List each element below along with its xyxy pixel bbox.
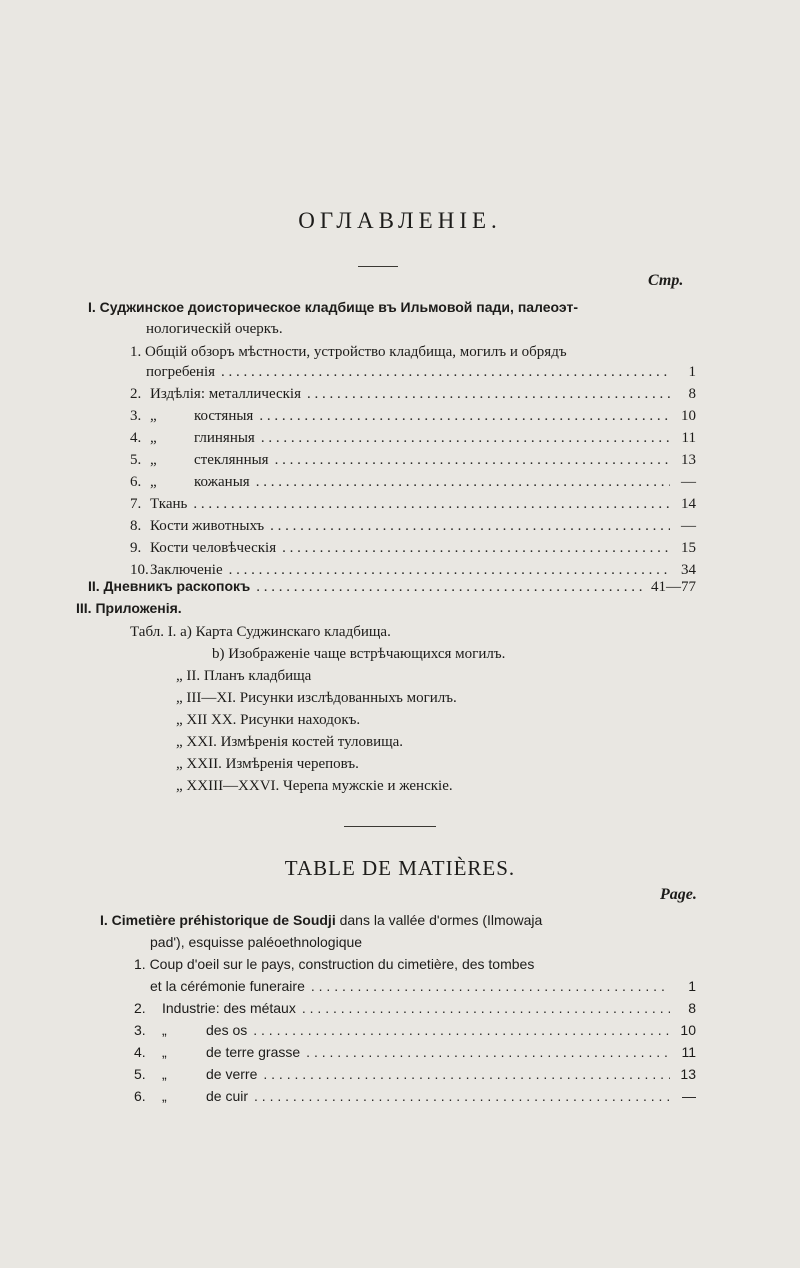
dot-leader	[259, 406, 670, 426]
toc-item-page: 11	[681, 430, 696, 446]
dot-leader	[261, 428, 670, 448]
toc-item-number: 9.	[130, 540, 142, 556]
ditto-mark: „	[162, 1088, 167, 1104]
toc-item-page: 8	[688, 386, 696, 402]
table-list-item: „ XXIII—XXVI. Черепа мужскіе и женскіе.	[176, 778, 453, 794]
toc-item	[134, 1042, 696, 1062]
toc-item-number: 4.	[134, 1044, 146, 1060]
toc-item-label	[130, 406, 253, 426]
toc-item-text: кожаныя	[194, 474, 250, 490]
page-column-header-fr: Page.	[660, 886, 697, 903]
toc-item-ru-1	[146, 362, 696, 382]
toc-item	[130, 428, 696, 448]
toc-item-text: de terre grasse	[206, 1044, 301, 1060]
dot-leader	[193, 494, 670, 514]
toc-item-page: 13	[680, 1066, 696, 1082]
table-list-item: b) Изображеніе чаще встрѣчающихся могилъ.	[212, 646, 506, 662]
table-list-item: „ II. Планъ кладбища	[176, 668, 312, 684]
toc-item-page: 34	[681, 562, 696, 578]
toc-item-page: 11	[681, 1044, 696, 1060]
toc-item-label	[134, 1020, 247, 1040]
ditto-mark: „	[162, 1066, 167, 1082]
toc-item-number: 4.	[130, 430, 142, 446]
toc-item-number: 5.	[130, 452, 142, 468]
toc-item	[130, 406, 696, 426]
toc-item-label	[130, 538, 276, 558]
section-1-title-fr-bold: I. Cimetière préhistorique de Soudji	[100, 912, 336, 928]
toc-item-label	[130, 450, 269, 470]
toc-item-page: 13	[681, 452, 696, 468]
toc-item-number: 10.	[130, 562, 149, 578]
toc-item-text: Кости человѣческія	[150, 540, 277, 556]
toc-item-page: 1	[688, 364, 696, 380]
toc-item-page: —	[681, 474, 696, 490]
toc-item-text: des os	[206, 1022, 248, 1038]
dot-leader	[270, 516, 670, 536]
toc-item-number: 7.	[130, 496, 142, 512]
toc-item-label	[134, 1086, 248, 1106]
dot-leader	[254, 1086, 670, 1106]
dot-leader	[311, 976, 670, 996]
ditto-mark: „	[162, 1022, 167, 1038]
toc-item-text: Кости животныхъ	[150, 518, 265, 534]
ditto-mark: „	[162, 1044, 167, 1060]
toc-item-fr-1	[150, 976, 696, 996]
section-2-ru	[88, 576, 696, 597]
table-list-item: „ XII XX. Рисунки находокъ.	[176, 712, 361, 728]
toc-item	[130, 450, 696, 470]
toc-item-label: погребенія	[146, 364, 216, 380]
dot-leader	[256, 577, 645, 597]
toc-item	[130, 384, 696, 404]
toc-item	[134, 998, 696, 1018]
section-1-title-fr	[100, 910, 542, 930]
page-title-ru: ОГЛАВЛЕНІЕ.	[298, 208, 502, 233]
section-1-title-fr-cont: pad'), esquisse paléoethnologique	[150, 934, 363, 950]
toc-item-text: стеклянныя	[194, 452, 269, 468]
section-1-title-fr-rest: dans la vallée d'ormes (Ilmowaja	[335, 912, 543, 928]
section-2-label: II. Дневникъ раскопокъ	[88, 578, 251, 594]
section-2-page: 41—77	[651, 579, 696, 595]
toc-item-page: 10	[681, 408, 696, 424]
ditto-mark: „	[150, 452, 157, 468]
toc-item-text: костяныя	[194, 408, 254, 424]
table-list-item: Табл. I. a) Карта Суджинскаго кладбища.	[130, 624, 391, 640]
dot-leader	[275, 450, 670, 470]
table-list-item: „ XXII. Измѣренія череповъ.	[176, 756, 359, 772]
toc-item-number: 3.	[130, 408, 142, 424]
toc-item-text: Ткань	[150, 496, 188, 512]
toc-item-page: 10	[680, 1022, 696, 1038]
toc-item-number: 8.	[130, 518, 142, 534]
toc-item-number: 6.	[134, 1088, 146, 1104]
toc-item-page: —	[681, 518, 696, 534]
toc-item-page: 15	[681, 540, 696, 556]
dot-leader	[256, 472, 670, 492]
toc-item	[130, 494, 696, 514]
dot-leader	[253, 1020, 670, 1040]
toc-item-label	[134, 998, 296, 1018]
ditto-mark: „	[150, 408, 157, 424]
toc-item-label	[134, 1064, 257, 1084]
toc-item-page: 8	[688, 1000, 696, 1016]
toc-item-page: 1	[688, 978, 696, 994]
dot-leader	[282, 538, 670, 558]
toc-item	[134, 1064, 696, 1084]
toc-item-page: —	[682, 1088, 696, 1104]
toc-item-number: 2.	[134, 1000, 146, 1016]
dot-leader	[221, 362, 670, 382]
toc-item-label: et la cérémonie funeraire	[150, 978, 305, 994]
toc-item-ru-1-line1: 1. Общій обзоръ мѣстности, устройство кладбища, могилъ и обрядъ	[130, 344, 567, 360]
section-1-title-ru-cont: нологическій очеркъ.	[146, 321, 283, 337]
table-list-item: „ III—XI. Рисунки изслѣдованныхъ могилъ.	[176, 690, 457, 706]
table-list-item: „ XXI. Измѣренія костей туловища.	[176, 734, 404, 750]
toc-item	[134, 1086, 696, 1106]
ditto-mark: „	[150, 474, 157, 490]
toc-item-text: Заключеніе	[150, 562, 223, 578]
toc-item-number: 3.	[134, 1022, 146, 1038]
section-1-title-ru: I. Суджинское доисторическое кладбище въ Ильмовой пади, палеоэт-	[88, 299, 578, 315]
toc-item	[130, 472, 696, 492]
toc-item-text: de verre	[206, 1066, 258, 1082]
section-divider	[344, 826, 436, 827]
ditto-mark: „	[150, 430, 157, 446]
toc-item-label	[130, 384, 301, 404]
toc-item	[134, 1020, 696, 1040]
toc-item-label	[134, 1042, 300, 1062]
toc-item-page: 14	[681, 496, 696, 512]
page-column-header-ru: Стр.	[648, 272, 684, 289]
toc-item	[130, 516, 696, 536]
toc-item-fr-1-line1: 1. Coup d'oeil sur le pays, construction du cimetière, des tombes	[134, 956, 535, 972]
dot-leader	[306, 1042, 670, 1062]
toc-item-number: 6.	[130, 474, 142, 490]
dot-leader	[307, 384, 670, 404]
dot-leader	[302, 998, 670, 1018]
toc-item-text: глиняныя	[194, 430, 255, 446]
toc-item-text: de cuir	[206, 1088, 249, 1104]
page-title-fr: TABLE DE MATIÈRES.	[284, 856, 516, 880]
title-divider	[358, 266, 398, 267]
dot-leader	[263, 1064, 670, 1084]
toc-item-text: Industrie: des métaux	[162, 1000, 296, 1016]
section-3-ru: III. Приложенія.	[76, 600, 182, 616]
toc-item-label	[130, 494, 187, 514]
toc-item-label	[130, 472, 250, 492]
toc-item-text: Издѣлія: металлическія	[150, 386, 301, 402]
toc-item-label	[130, 428, 255, 448]
toc-item-number: 2.	[130, 386, 142, 402]
toc-item	[130, 538, 696, 558]
toc-item-label	[130, 516, 264, 536]
toc-item-number: 5.	[134, 1066, 146, 1082]
